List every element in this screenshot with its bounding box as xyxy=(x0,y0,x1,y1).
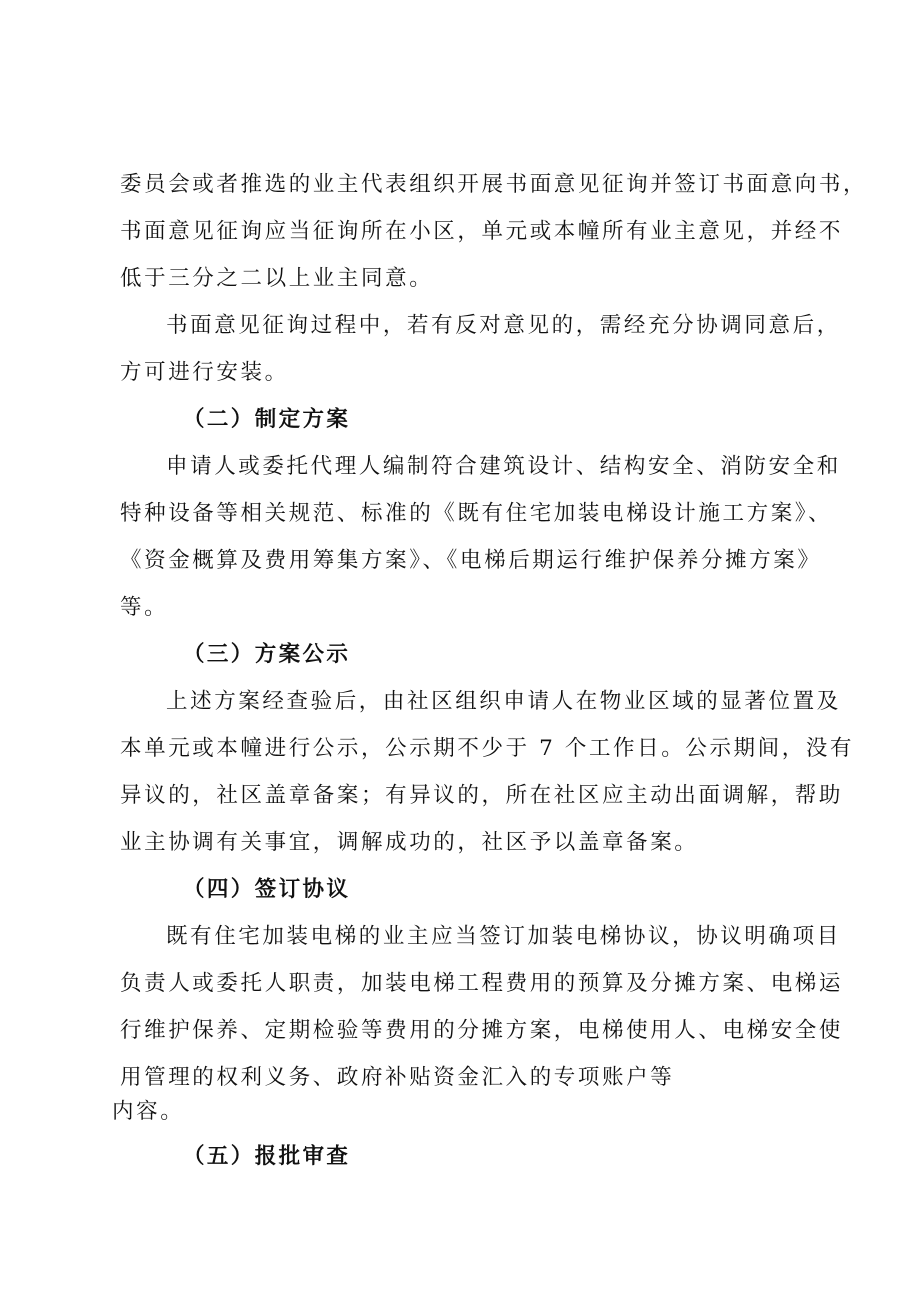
paragraph-line: 异议的，社区盖章备案；有异议的，所在社区应主动出面调解，帮助 xyxy=(120,783,844,808)
paragraph-line: 内容。 xyxy=(112,1099,185,1124)
paragraph-line: 等。 xyxy=(120,595,169,620)
paragraph-line: 低于三分之二以上业主同意。 xyxy=(120,266,434,291)
paragraph-line: 上述方案经查验后，由社区组织申请人在物业区域的显著位置及 xyxy=(166,689,841,714)
paragraph-line: 《资金概算及费用筹集方案》、《电梯后期运行维护保养分摊方案》 xyxy=(120,548,822,573)
paragraph-line: 行维护保养、定期检验等费用的分摊方案，电梯使用人、电梯安全使 xyxy=(120,1018,844,1043)
paragraph-line: 书面意见征询过程中，若有反对意见的，需经充分协调同意后， xyxy=(166,313,841,338)
section-3-heading: （三）方案公示 xyxy=(183,642,351,667)
paragraph-line: 委员会或者推选的业主代表组织开展书面意见征询并签订书面意向书， xyxy=(120,172,868,197)
section-2-heading: （二）制定方案 xyxy=(183,407,351,432)
paragraph-line: 申请人或委托代理人编制符合建筑设计、结构安全、消防安全和 xyxy=(166,454,841,479)
paragraph-line: 书面意见征询应当征询所在小区，单元或本幢所有业主意见，并经不 xyxy=(120,219,844,244)
section-5-heading: （五）报批审查 xyxy=(183,1144,351,1169)
paragraph-line: 本单元或本幢进行公示，公示期不少于 7 个工作日。公示期间，没有 xyxy=(120,736,855,761)
paragraph-line: 既有住宅加装电梯的业主应当签订加装电梯协议，协议明确项目 xyxy=(166,924,841,949)
paragraph-line: 业主协调有关事宜，调解成功的，社区予以盖章备案。 xyxy=(120,830,699,855)
paragraph-line: 特种设备等相关规范、标准的《既有住宅加装电梯设计施工方案》、 xyxy=(120,501,833,526)
paragraph-line: 用管理的权利义务、政府补贴资金汇入的专项账户等 xyxy=(120,1065,675,1090)
paragraph-line: 负责人或委托人职责，加装电梯工程费用的预算及分摊方案、电梯运 xyxy=(120,971,844,996)
paragraph-line: 方可进行安装。 xyxy=(120,360,289,385)
section-4-heading: （四）签订协议 xyxy=(183,877,351,902)
